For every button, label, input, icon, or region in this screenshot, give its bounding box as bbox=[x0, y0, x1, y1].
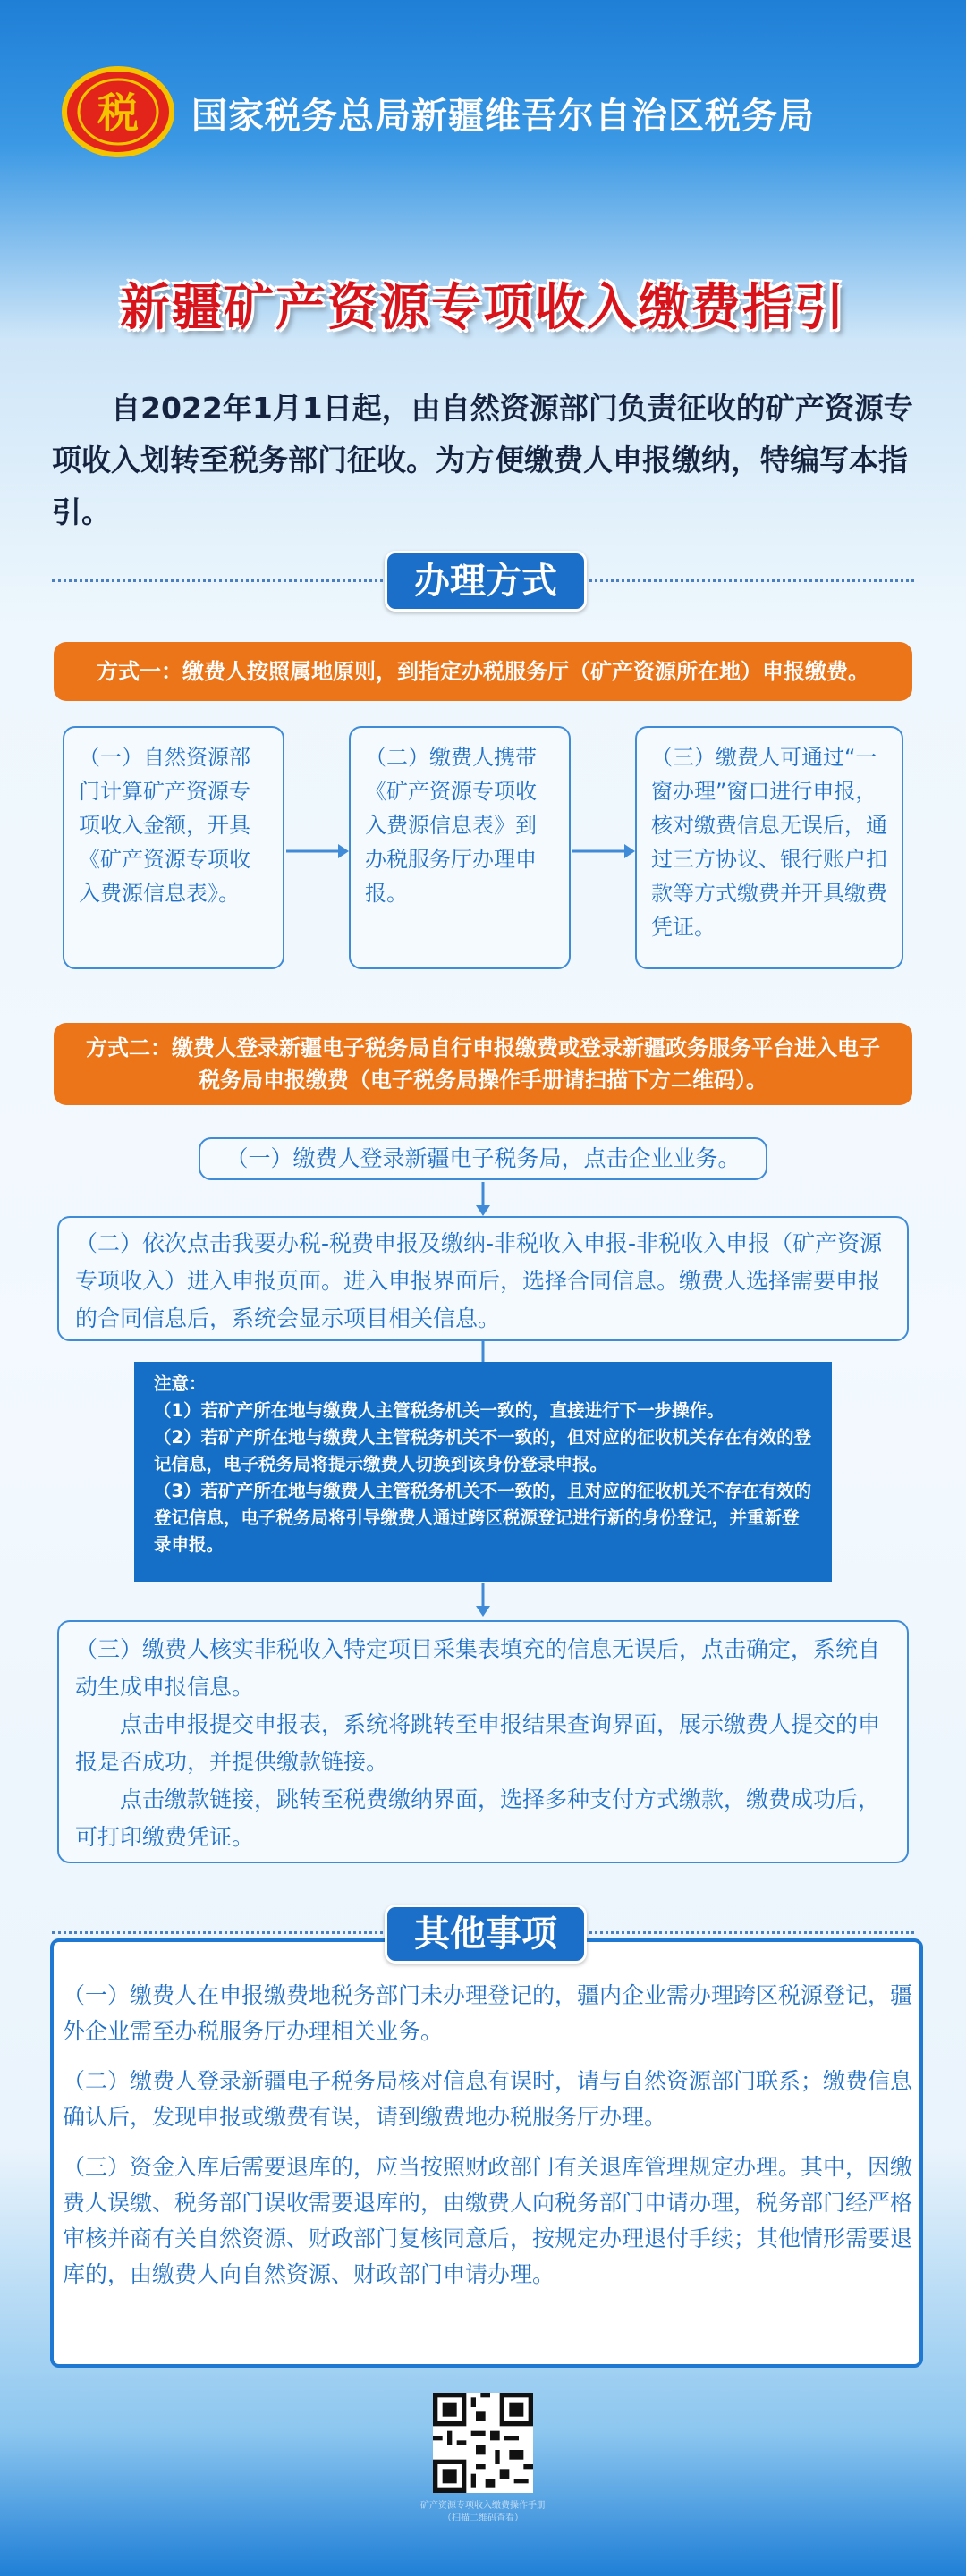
section-heading-methods: 办理方式 bbox=[385, 551, 587, 612]
method1-step1: （一）自然资源部门计算矿产资源专项收入金额，开具《矿产资源专项收入费源信息表》。 bbox=[63, 726, 284, 969]
method2-step3 bbox=[57, 1620, 909, 1863]
step3-text-a: （三）缴费人核实非税收入特定项目采集表填充的信息无误后，点击确定，系统自动生成申报信息。 bbox=[75, 1636, 881, 1700]
qr-caption: 矿产资源专项收入缴费操作手册 bbox=[420, 2501, 546, 2511]
tax-emblem-icon bbox=[61, 63, 175, 161]
method1-step3: （三）缴费人可通过“一窗办理”窗口进行申报，核对缴费信息无误后，通过三方协议、银行账户扣款等方式缴费并开具缴费凭证。 bbox=[635, 726, 903, 969]
method1-label: 方式一：缴费人按照属地原则，到指定办税服务厅（矿产资源所在地）申报缴费。 bbox=[54, 642, 912, 701]
notice-item: （3）若矿产所在地与缴费人主管税务机关不一致的，且对应的征收机关不存在有效的登记信息，电子税务局将引导缴费人通过跨区税源登记进行新的身份登记，并重新登录申报。 bbox=[154, 1481, 812, 1555]
qr-code-icon[interactable] bbox=[433, 2393, 533, 2493]
arrow-right-icon bbox=[572, 840, 635, 862]
notice-item: （1）若矿产所在地与缴费人主管税务机关一致的，直接进行下一步操作。 bbox=[154, 1400, 724, 1421]
arrow-down-icon bbox=[474, 1182, 492, 1216]
step3-text-b: 点击申报提交申报表，系统将跳转至申报结果查询界面，展示缴费人提交的申报是否成功，并提供缴款链接。 bbox=[75, 1711, 881, 1775]
arrow-down-icon bbox=[474, 1341, 492, 1363]
method2-step2: （二）依次点击我要办税-税费申报及缴纳-非税收入申报-非税收入申报（矿产资源专项收入）进入申报页面。进入申报界面后，选择合同信息。缴费人选择需要申报的合同信息后，系统会显示项目相关信息。 bbox=[57, 1216, 909, 1341]
other-item-3: （三）资金入库后需要退库的，应当按照财政部门有关退库管理规定办理。其中，因缴费人误缴、税务部门误收需要退库的，由缴费人向税务部门申请办理，税务部门经严格审核并商有关自然资源、财政部门复核同意后，按规定办理退付手续；其他情形需要退库的，由缴费人向自然资源、财政部门申请办理。 bbox=[63, 2154, 913, 2287]
other-item-1: （一）缴费人在申报缴费地税务部门未办理登记的，疆内企业需办理跨区税源登记，疆外企业需至办税服务厅办理相关业务。 bbox=[63, 1982, 913, 2044]
page-title: 新疆矿产资源专项收入缴费指引 bbox=[120, 279, 846, 337]
notice-item: （2）若矿产所在地与缴费人主管税务机关不一致的，但对应的征收机关存在有效的登记信息，电子税务局将提示缴费人切换到该身份登录申报。 bbox=[154, 1427, 812, 1474]
step3-text-c: 点击缴款链接，跳转至税费缴纳界面，选择多种支付方式缴款，缴费成功后，可打印缴费凭证。 bbox=[75, 1786, 881, 1850]
notice-box bbox=[134, 1362, 832, 1582]
other-item-2: （二）缴费人登录新疆电子税务局核对信息有误时，请与自然资源部门联系；缴费信息确认后，发现申报或缴费有误，请到缴费地办税服务厅办理。 bbox=[63, 2068, 913, 2130]
method1-step2: （二）缴费人携带《矿产资源专项收入费源信息表》到办税服务厅办理申报。 bbox=[349, 726, 571, 969]
arrow-right-icon bbox=[286, 840, 349, 862]
section-heading-other: 其他事项 bbox=[385, 1905, 587, 1964]
intro-paragraph: 自2022年1月1日起，由自然资源部门负责征收的矿产资源专项收入划转至税务部门征收。为方便缴费人申报缴纳，特编写本指引。 bbox=[52, 391, 913, 529]
method2-step1: （一）缴费人登录新疆电子税务局，点击企业业务。 bbox=[199, 1137, 767, 1180]
qr-caption: （扫描二维码查看） bbox=[443, 2513, 523, 2523]
emblem-text: 税 bbox=[97, 89, 139, 137]
arrow-down-icon bbox=[474, 1583, 492, 1618]
notice-title: 注意： bbox=[154, 1373, 207, 1394]
method2-label: 方式二：缴费人登录新疆电子税务局自行申报缴费或登录新疆政务服务平台进入电子税务局申报缴费（电子税务局操作手册请扫描下方二维码）。 bbox=[54, 1023, 912, 1105]
org-name: 国家税务总局新疆维吾尔自治区税务局 bbox=[191, 96, 815, 137]
header-banner bbox=[0, 0, 966, 224]
